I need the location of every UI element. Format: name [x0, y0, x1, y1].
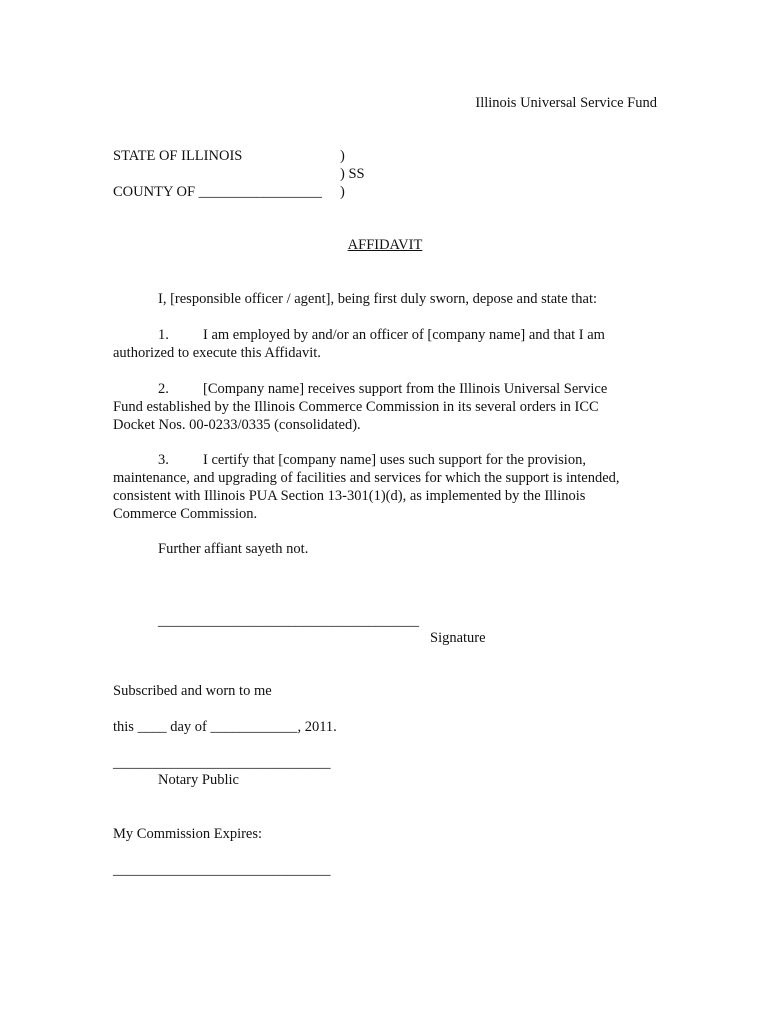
item-3-line-1: I certify that [company name] uses such support for the provision, [203, 452, 586, 468]
item-2-line-1: [Company name] receives support from the Illinois Universal Service [203, 381, 608, 397]
signature-line: ____________________________________ [158, 613, 419, 629]
item-1-number: 1. [158, 327, 169, 343]
intro-text: I, [responsible officer / agent], being first duly sworn, depose and state that: [158, 291, 598, 307]
item-1-line-1: I am employed by and/or an officer of [company name] and that I am [203, 327, 605, 343]
notary-signature-line: ______________________________ [113, 755, 331, 771]
item-2-paragraph [113, 380, 653, 434]
item-2-line-2: Fund established by the Illinois Commerce Commission in its several orders in ICC [113, 399, 599, 415]
item-1-line-2: authorized to execute this Affidavit. [113, 345, 321, 361]
caption-paren-1: ) [340, 148, 345, 164]
notary-public-label: Notary Public [158, 772, 239, 788]
item-1-paragraph [113, 326, 653, 362]
closing-paragraph [113, 540, 653, 558]
commission-expires-line: ______________________________ [113, 862, 331, 878]
signature-label: Signature [430, 630, 486, 646]
item-3-line-2: maintenance, and upgrading of facilities and services for which the support is intended, [113, 470, 620, 486]
commission-expires-label: My Commission Expires: [113, 826, 263, 842]
document-title: AFFIDAVIT [347, 237, 423, 253]
item-2-number: 2. [158, 381, 169, 397]
subscribed-text: Subscribed and worn to me [113, 683, 272, 699]
date-line: this ____ day of ____________, 2011. [113, 719, 337, 735]
item-2-line-3: Docket Nos. 00-0233/0335 (consolidated). [113, 417, 361, 433]
item-3-paragraph [113, 451, 653, 523]
fund-name-header: Illinois Universal Service Fund [475, 95, 657, 111]
item-3-line-4: Commerce Commission. [113, 506, 258, 522]
intro-paragraph [113, 290, 653, 308]
state-caption: STATE OF ILLINOIS [113, 148, 243, 164]
item-3-line-3: consistent with Illinois PUA Section 13-301(1)(d), as implemented by the Illinois [113, 488, 586, 504]
caption-paren-ss: ) SS [340, 166, 365, 182]
caption-paren-3: ) [340, 184, 345, 200]
item-3-number: 3. [158, 452, 169, 468]
closing-text: Further affiant sayeth not. [158, 541, 309, 557]
county-caption: COUNTY OF _________________ [113, 184, 322, 200]
